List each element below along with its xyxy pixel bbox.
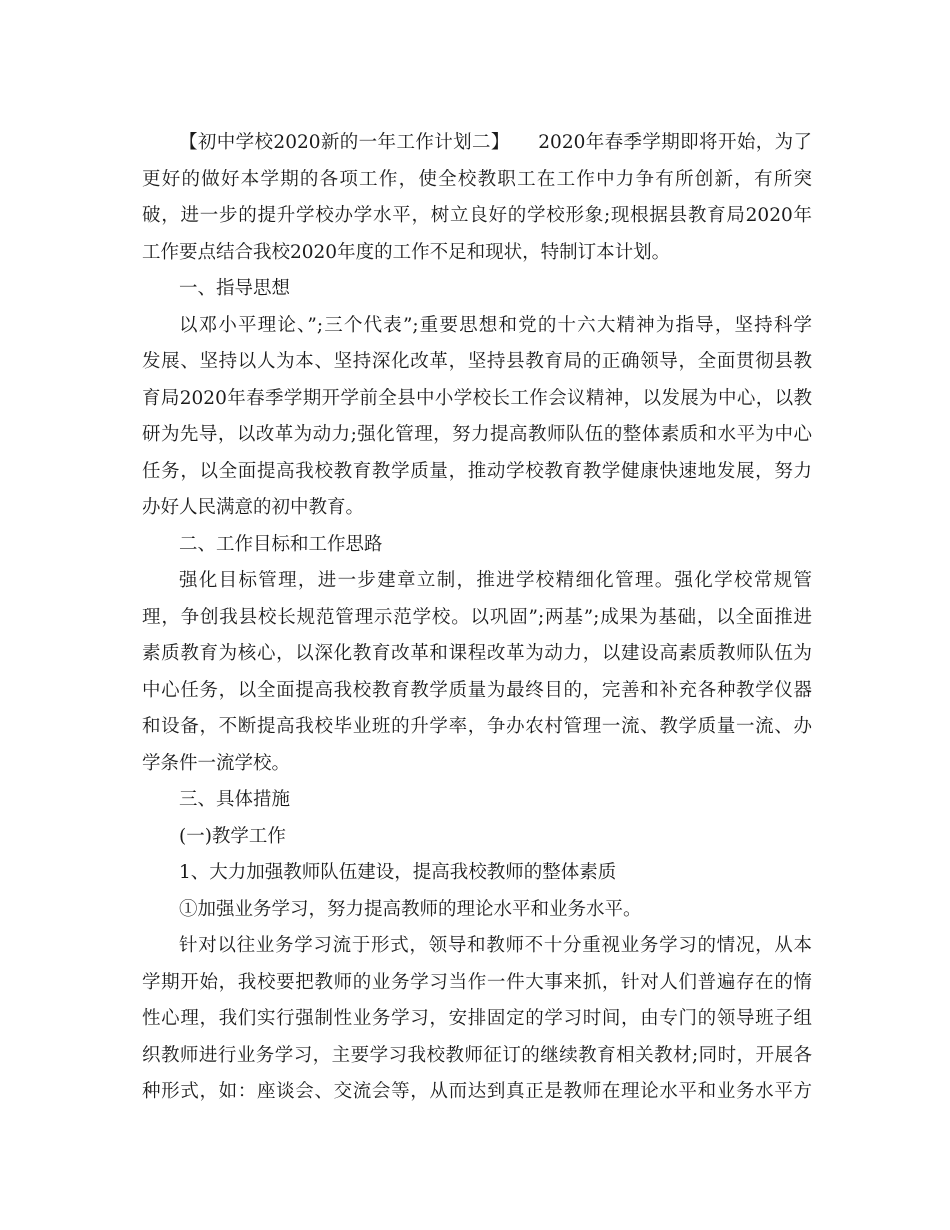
- section-heading-goals: 二、工作目标和工作思路: [179, 533, 383, 555]
- item-heading-teacher-development: 1、大力加强教师队伍建设，提高我校教师的整体素质: [179, 862, 617, 883]
- paragraph-line: 理，争创我县校长规范管理示范学校。以巩固”;两基”;成果为基础，以全面推进: [142, 606, 812, 628]
- intro-paragraph: [142, 125, 812, 271]
- paragraph-line: 学期开始，我校要把教师的业务学习当作一件大事来抓，针对人们普遍存在的惰: [142, 971, 812, 993]
- paragraph-line: 以邓小平理论、”;三个代表”;重要思想和党的十六大精神为指导，坚持科学: [179, 314, 812, 336]
- paragraph-line: 性心理，我们实行强制性业务学习，安排固定的学习时间，由专门的领导班子组: [142, 1008, 812, 1029]
- paragraph-line: 学条件一流学校。: [142, 752, 291, 774]
- paragraph-line: 素质教育为核心，以深化教育改革和课程改革为动力，以建设高素质教师队伍为: [142, 643, 812, 664]
- goals-paragraph: [142, 563, 812, 782]
- paragraph-line: 种形式，如：座谈会、交流会等，从而达到真正是教师在理论水平和业务水平方: [142, 1081, 812, 1102]
- point-heading-professional-study: ①加强业务学习，努力提高教师的理论水平和业务水平。: [179, 898, 642, 920]
- subsection-heading-teaching: (一)教学工作: [179, 825, 286, 847]
- professional-study-paragraph: [142, 928, 812, 1111]
- paragraph-line: 针对以往业务学习流于形式，领导和教师不十分重视业务学习的情况，从本: [179, 935, 812, 956]
- paragraph-line: 任务，以全面提高我校教育教学质量，推动学校教育教学健康快速地发展，努力: [142, 460, 812, 482]
- intro-line: 更好的做好本学期的各项工作，使全校教职工在工作中力争有所创新，有所突: [142, 168, 812, 190]
- intro-line: 【初中学校2020新的一年工作计划二】 2020年春季学期即将开始，为了: [179, 132, 812, 153]
- paragraph-line: 中心任务，以全面提高我校教育教学质量为最终目的，完善和补充各种教学仪器: [142, 679, 812, 701]
- paragraph-line: 和设备，不断提高我校毕业班的升学率，争办农村管理一流、教学质量一流、办: [142, 716, 812, 737]
- guiding-ideology-paragraph: [142, 308, 812, 527]
- section-heading-measures: 三、具体措施: [179, 789, 291, 810]
- section-heading-guiding-ideology: 一、指导思想: [179, 278, 291, 299]
- intro-line: 破，进一步的提升学校办学水平，树立良好的学校形象;现根据县教育局2020年: [142, 205, 812, 226]
- paragraph-line: 强化目标管理，进一步建章立制，推进学校精细化管理。强化学校常规管: [179, 570, 812, 591]
- paragraph-line: 育局2020年春季学期开学前全县中小学校长工作会议精神，以发展为中心，以教: [142, 387, 812, 409]
- document-body: [142, 125, 812, 1111]
- paragraph-line: 织教师进行业务学习，主要学习我校教师征订的继续教育相关教材;同时，开展各: [142, 1044, 812, 1066]
- intro-line: 工作要点结合我校2020年度的工作不足和现状，特制订本计划。: [142, 241, 671, 263]
- paragraph-line: 办好人民满意的初中教育。: [142, 497, 365, 518]
- paragraph-line: 发展、坚持以人为本、坚持深化改革，坚持县教育局的正确领导，全面贯彻县教: [142, 351, 812, 372]
- paragraph-line: 研为先导，以改革为动力;强化管理，努力提高教师队伍的整体素质和水平为中心: [142, 424, 812, 445]
